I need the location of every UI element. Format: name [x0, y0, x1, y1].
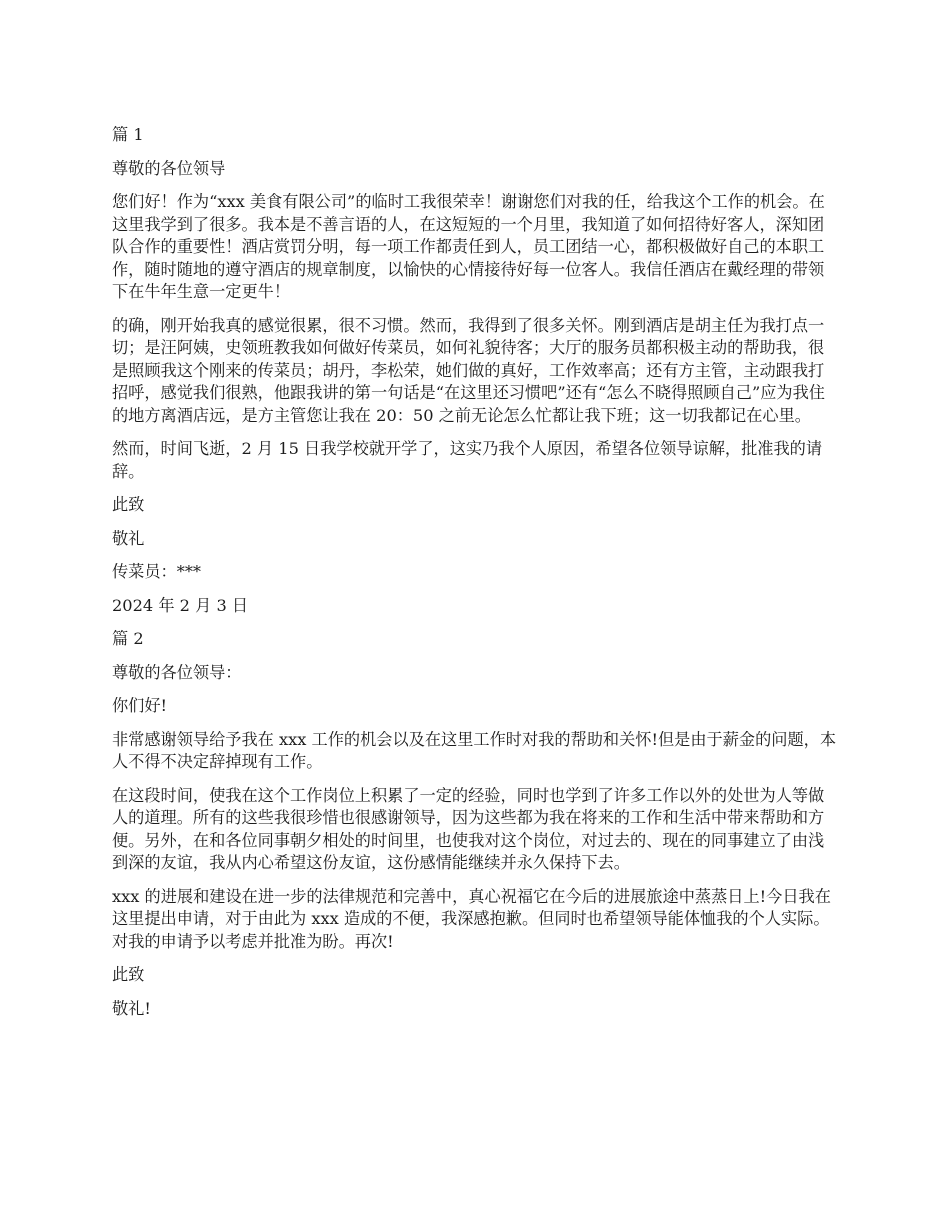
body-paragraph-4: 非常感谢领导给予我在 xxx 工作的机会以及在这里工作时对我的帮助和关怀!但是由于薪金的问题，本人不得不决定辞掉现有工作。 — [112, 729, 837, 771]
section-heading-1: 篇 1 — [112, 125, 144, 144]
body-paragraph-1: 您们好！作为“xxx 美食有限公司”的临时工我很荣幸！谢谢您们对我的任，给我这个工作的机会。在这里我学到了很多。我本是不善言语的人，在这短短的一个月里，我知道了如何招待好客人，深知团队合作的重要性！酒店赏罚分明，每一项工作都责任到人，员工团结一心，都积极做好自己的本职工作，随时随地的遵守酒店的规章制度，以愉快的心情接待好每一位客人。我信任酒店在戴经理的带领下在牛年生意一定更牛！ — [112, 192, 825, 301]
body-paragraph-5: 在这段时间，使我在这个工作岗位上积累了一定的经验，同时也学到了许多工作以外的处世为人等做人的道理。所有的这些我很珍惜也很感谢领导，因为这些都为我在将来的工作和生活中带来帮助和方便。另外，在和各位同事朝夕相处的时间里，也使我对这个岗位，对过去的、现在的同事建立了由浅到深的友谊，我从内心希望这份友谊，这份感情能继续并永久保持下去。 — [112, 785, 825, 872]
salutation-2: 尊敬的各位领导： — [112, 662, 242, 682]
closing-1: 此致 — [112, 495, 145, 514]
salutation-1: 尊敬的各位领导 — [112, 158, 226, 178]
body-paragraph-3: 然而，时间飞逝，2 月 15 日我学校就开学了，这实乃我个人原因，希望各位领导谅解，批准我的请辞。 — [112, 439, 823, 481]
signature-1: 传菜员：*** — [112, 562, 202, 581]
regards-2: 敬礼! — [112, 998, 151, 1018]
regards-1: 敬礼 — [112, 528, 145, 548]
body-paragraph-2: 的确，刚开始我真的感觉很累，很不习惯。然而，我得到了很多关怀。刚到酒店是胡主任为我打点一切；是汪阿姨，史领班教我如何做好传菜员，如何礼貌待客；大厅的服务员都积极主动的帮助我，很是照顾我这个刚来的传菜员；胡丹，李松荣，她们做的真好，工作效率高；还有方主管，主动跟我打招呼，感觉我们很熟，他跟我讲的第一句话是“在这里还习惯吧”还有“怎么不晓得照顾自己”应为我住的地方离酒店远，是方主管您让我在 20：50 之前无论怎么忙都让我下班；这一切我都记在心里。 — [112, 315, 825, 425]
greeting-2: 你们好! — [112, 696, 168, 715]
section-heading-2: 篇 2 — [112, 629, 144, 648]
date-1: 2024 年 2 月 3 日 — [112, 595, 249, 615]
document-body — [112, 124, 840, 1031]
closing-2: 此致 — [112, 965, 145, 984]
body-paragraph-6: xxx 的进展和建设在进一步的法律规范和完善中，真心祝福它在今后的进展旅途中蒸蒸日上!今日我在这里提出申请，对于由此为 xxx 造成的不便，我深感抱歉。但同时也希望领导能体恤我的个人实际。对我的申请予以考虑并批准为盼。再次! — [112, 886, 831, 951]
